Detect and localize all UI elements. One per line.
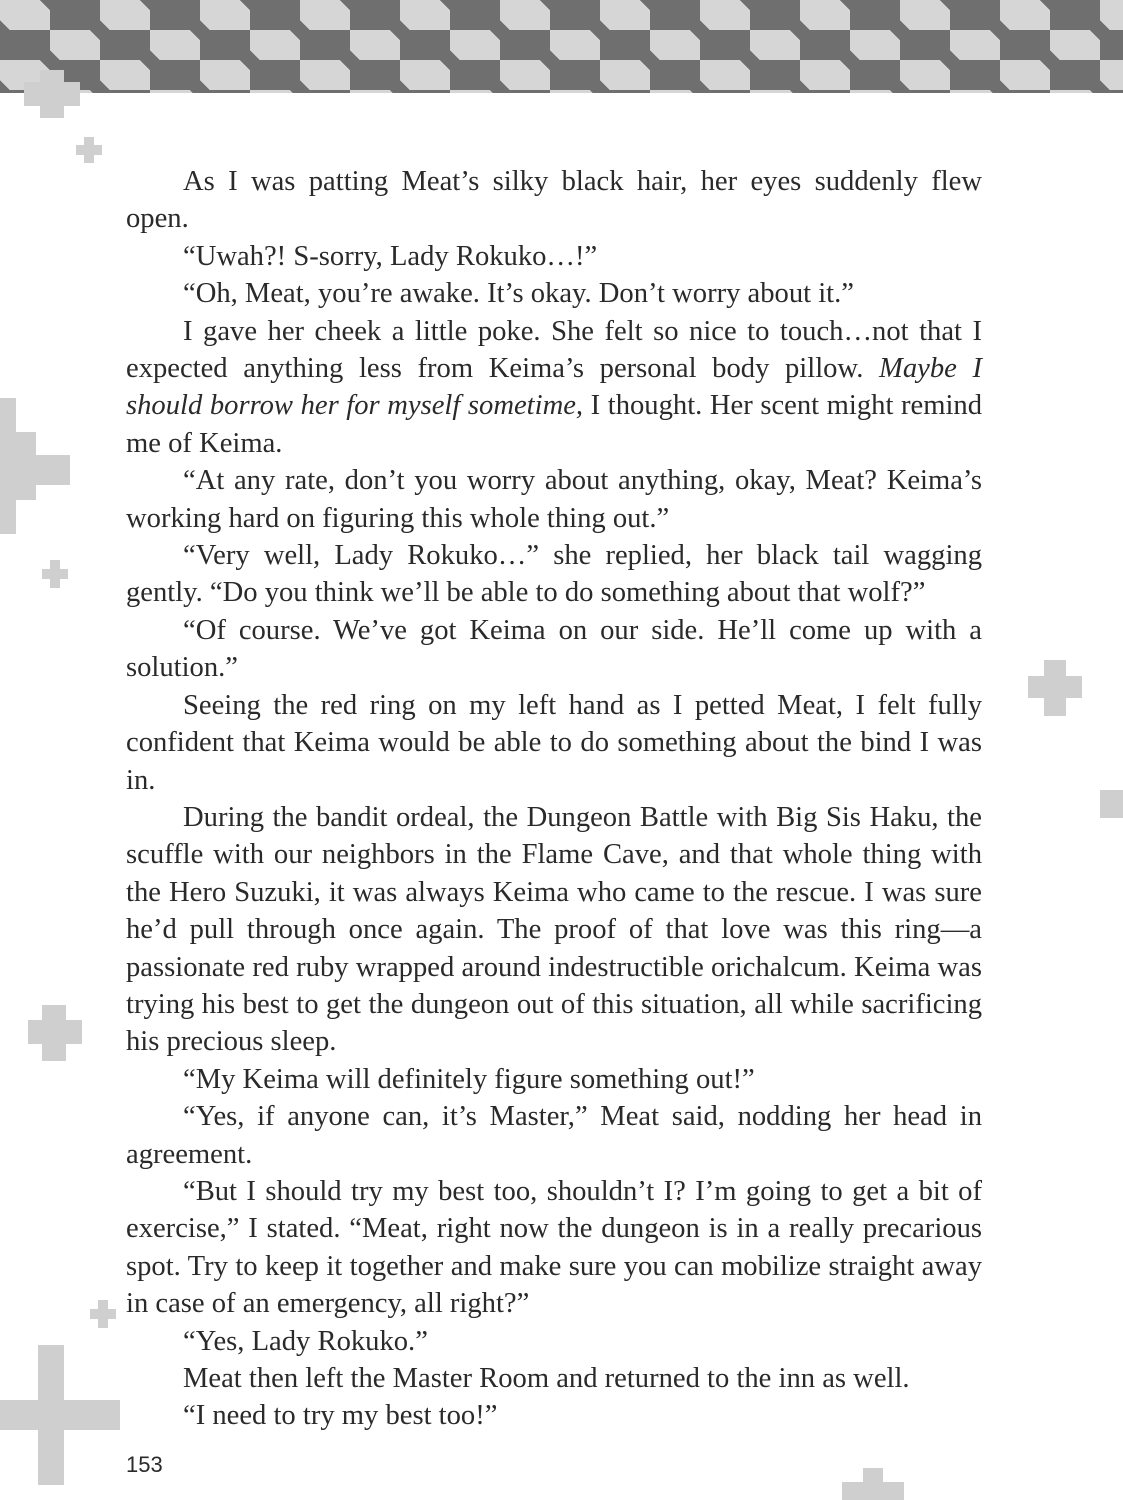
pixel-block-right-edge	[1100, 790, 1123, 818]
paragraph: “Of course. We’ve got Keima on our side. He’ll come up with a solution.”	[126, 614, 982, 684]
paragraph-text: I thought. Her scent might remind me of Keima.	[126, 390, 982, 459]
body-text	[126, 163, 982, 1435]
paragraph-text: I gave her cheek a little poke. She felt so nice to touch…not that I expected anything less from Keima’s personal body pillow.	[126, 315, 982, 385]
paragraph: “Oh, Meat, you’re awake. It’s okay. Don’t worry about it.”	[183, 278, 854, 310]
paragraph: Meat then left the Master Room and returned to the inn as well.	[183, 1363, 910, 1394]
paragraph: As I was patting Meat’s silky black hair, her eyes suddenly flew open.	[126, 166, 982, 235]
paragraph: “Very well, Lady Rokuko…” she replied, her black tail wagging gently. “Do you think we’ll be able to do something about that wolf?”	[126, 540, 982, 609]
checkered-header-banner	[0, 0, 1123, 93]
paragraph: “I need to try my best too!”	[183, 1400, 498, 1432]
pixel-block-left-mid-arm	[0, 432, 36, 500]
pixel-sparkle-small-1-arm	[76, 145, 102, 155]
pixel-sparkle-left-low-arm	[28, 1020, 82, 1044]
paragraph: “Yes, if anyone can, it’s Master,” Meat said, nodding her head in agreement.	[126, 1101, 982, 1170]
pixel-sparkle-right-arm	[1028, 676, 1082, 698]
pixel-block-left-mid-arm2	[36, 455, 70, 485]
paragraph: During the bandit ordeal, the Dungeon Battle with Big Sis Haku, the scuffle with our neighbors in the Flame Cave, and that whole thing with the Hero Suzuki, it was always Keima who came to the rescue. I was sure he’d pull through once again. The proof of that love was this ring—a passionate red ruby wrapped around indestructible orichalcum. Keima was trying his best to get the dungeon out of this situation, all while sacrificing his precious sleep.	[126, 801, 982, 1058]
pixel-sparkle-small-2-arm	[42, 569, 68, 579]
paragraph	[126, 313, 982, 463]
paragraph: “My Keima will definitely figure something out!”	[183, 1063, 755, 1095]
paragraph: “Yes, Lady Rokuko.”	[183, 1325, 428, 1357]
paragraph: “At any rate, don’t you worry about anything, okay, Meat? Keima’s working hard on figuring this whole thing out.”	[126, 465, 982, 534]
pixel-sparkle-top-left-arm	[24, 82, 80, 106]
page-number: 153	[126, 1452, 163, 1477]
paragraph: “But I should try my best too, shouldn’t I? I’m going to get a bit of exercise,” I stated. “Meat, right now the dungeon is in a really precarious spot. Try to keep it together and make sure you can mobilize straight away in case of an emergency, all right?”	[126, 1175, 982, 1320]
pixel-sparkle-bottom-center-arm	[842, 1482, 904, 1500]
pixel-sparkle-bottom-left-arm	[0, 1400, 120, 1430]
paragraph: “Uwah?! S-sorry, Lady Rokuko…!”	[183, 240, 598, 272]
pixel-sparkle-small-3-arm	[90, 1309, 116, 1319]
italic-thought: Maybe I should borrow her for myself sometime,	[126, 353, 982, 422]
paragraph: Seeing the red ring on my left hand as I petted Meat, I felt fully confident that Keima would be able to do something about the bind I was in.	[126, 689, 982, 796]
